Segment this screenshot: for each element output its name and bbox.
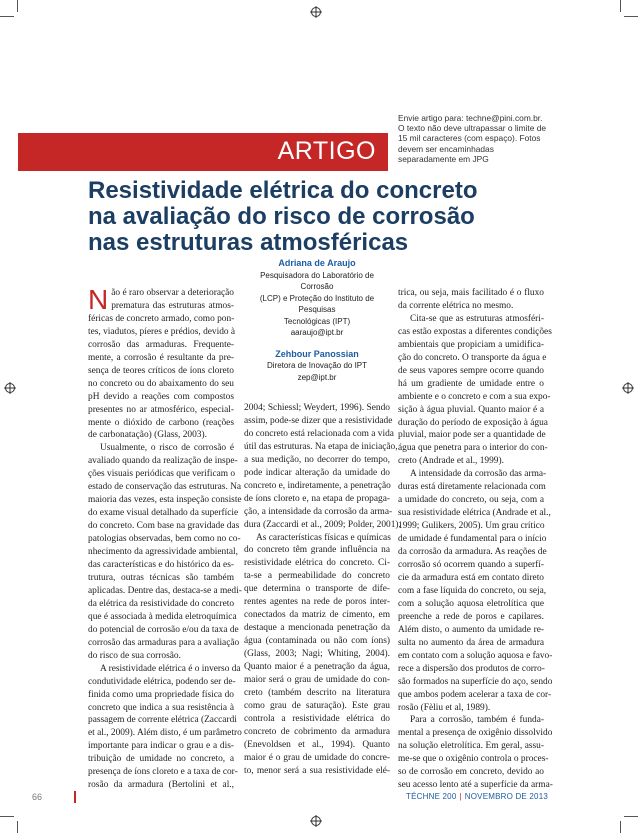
text-line: preenche a rede de poros e capilares. bbox=[398, 611, 544, 622]
text-line: da elétrica da resistividade do concreto bbox=[88, 598, 235, 609]
text-line: de íons cloreto e, na etapa de propaga- bbox=[244, 493, 390, 504]
text-line: trica, ou seja, mais facilitado é o fluxo bbox=[398, 288, 544, 298]
text-line: 1999; Gulikers, 2005). Um grau crítico bbox=[398, 521, 545, 532]
text-line: concreto de cobrimento da armadura bbox=[244, 726, 390, 737]
text-line: pode indicar alteração da umidade do bbox=[244, 467, 390, 478]
text-line: do concreto têm grande influência na bbox=[244, 545, 390, 556]
text-line: patologias observadas, bem como no co- bbox=[88, 534, 241, 545]
text-line: água que penetra para o interior do con- bbox=[398, 443, 548, 454]
text-line: do concreto. Com base na gravidade das bbox=[88, 521, 240, 532]
body-column-2 bbox=[244, 402, 401, 778]
issue-date: NOVEMBRO DE 2013 bbox=[464, 792, 548, 801]
text-line: do risco de sua corrosão. bbox=[88, 650, 181, 661]
text-line: de umidade é fundamental para o início bbox=[398, 534, 547, 545]
text-line: pluvial, maior pode ser a quantidade de bbox=[398, 430, 546, 441]
text-line: 2004; Schiessl; Weydert, 1996). Sendo bbox=[244, 403, 390, 413]
text-line: duras está diretamente relacionada com bbox=[398, 482, 546, 493]
text-line: cas estão expostas a diferentes condições bbox=[398, 326, 552, 337]
crop-mark bbox=[620, 0, 621, 12]
text-line: do concreto está relacionada com a vida bbox=[244, 428, 394, 439]
text-line: mente, a corrosão é resultante da pre- bbox=[88, 352, 234, 363]
author-affiliation: Pesquisadora do Laboratório de Corrosão bbox=[260, 270, 374, 291]
text-line: seu acesso lento até a superfície da arma- bbox=[398, 780, 553, 791]
author-box bbox=[244, 258, 390, 383]
crop-mark bbox=[17, 821, 18, 833]
crop-mark bbox=[624, 816, 638, 817]
text-line: condutividade elétrica, podendo ser de- bbox=[88, 676, 236, 687]
text-line: me-se que o oxigênio controla o proces- bbox=[398, 754, 549, 765]
author-affiliation: Diretora de Inovação do IPT bbox=[266, 361, 368, 370]
text-line: ções visuais periódicas que verificam o bbox=[88, 469, 236, 480]
text-line: tribuição de umidade no concreto, a bbox=[88, 754, 234, 765]
text-line: ta-se a permeabilidade do concreto bbox=[244, 571, 390, 582]
column-2-text bbox=[244, 402, 401, 778]
text-line: sulta no aumento da área de armadura bbox=[398, 637, 544, 648]
text-line: tes, viadutos, píeres e prédios, devido à bbox=[88, 326, 236, 337]
text-line: corrosão só ocorrem quando a superfí- bbox=[398, 560, 544, 571]
text-line: de carbonatação) (Glass, 2003). bbox=[88, 430, 207, 441]
text-line: útil das estruturas. Na etapa de iniciação, bbox=[244, 441, 398, 452]
text-line: maior será o grau de umidade do con- bbox=[244, 675, 390, 686]
author-email: aaraujo@ipt.br bbox=[290, 328, 344, 337]
text-line: A resistividade elétrica é o inverso da bbox=[100, 663, 241, 674]
crop-mark bbox=[624, 16, 638, 17]
text-line: na solução eletrolítica. Em geral, assu- bbox=[398, 741, 544, 752]
text-line: maior é o grau de umidade do concre- bbox=[244, 752, 390, 763]
section-banner bbox=[18, 133, 388, 171]
text-line: água (contaminada ou não com íons) bbox=[244, 636, 390, 647]
author-affiliation: Tecnológicas (IPT) bbox=[283, 316, 351, 326]
text-line: duração do período de exposição à água bbox=[398, 417, 548, 428]
crop-mark bbox=[17, 0, 18, 12]
registration-mark-top-icon bbox=[310, 6, 322, 18]
text-line: a sua medição, no decorrer do tempo, bbox=[244, 454, 390, 465]
text-line: et al., 2009). Além disto, é um parâmetro bbox=[88, 728, 242, 739]
text-line: sua resistividade elétrica (Andrade et al., bbox=[398, 508, 551, 519]
text-line: Para a corrosão, também é funda- bbox=[410, 715, 544, 726]
text-line: controla a resistividade elétrica do bbox=[244, 713, 390, 724]
crop-mark bbox=[0, 16, 14, 17]
dropcap: N bbox=[88, 284, 109, 315]
text-line: com a fase líquida do concreto, ou seja, bbox=[398, 585, 547, 596]
text-line: que é associada à medida eletroquímica bbox=[88, 611, 237, 622]
text-line: Quanto maior é a penetração da água, bbox=[244, 662, 390, 673]
text-line: maioria das vezes, esta inspeção consiste bbox=[88, 495, 242, 506]
text-line: corrosão das armaduras. Frequente- bbox=[88, 339, 234, 350]
text-line: aplicadas. Dentre das, destaca-se a medi- bbox=[88, 585, 242, 596]
text-line: em contato com a solução aquosa e favo- bbox=[398, 650, 553, 661]
text-line: Cita-se que as estruturas atmosféri- bbox=[410, 313, 544, 324]
column-1-text bbox=[88, 284, 242, 792]
text-line: rentes agentes na rede de poros inter- bbox=[244, 597, 390, 608]
body-column-3 bbox=[398, 287, 553, 792]
text-line: so de corrosão em concreto, devido ao bbox=[398, 767, 544, 778]
author-email: zep@ipt.br bbox=[297, 372, 337, 382]
text-line: destaque a mencionada penetração da bbox=[244, 623, 390, 634]
text-line: conectados da matriz de cimento, em bbox=[244, 610, 390, 621]
text-line: pH devido a reações com compostos bbox=[88, 391, 234, 402]
text-line: presença de íons cloreto e a taxa de cor- bbox=[88, 767, 238, 778]
submission-note: Envie artigo para: techne@pini.com.br. O texto não deve ultrapassar o limite de 15 mil caracteres (com espaço). Fotos devem ser encaminhadas separadamente em JPG bbox=[398, 113, 547, 164]
text-line: creto (também descrito na literatura bbox=[244, 687, 390, 698]
text-line: mental a presença de oxigênio dissolvido bbox=[398, 728, 553, 739]
text-line: assim, pode-se dizer que a resistividade bbox=[244, 415, 393, 426]
page-number: 66 bbox=[32, 792, 43, 802]
author-name: Zehbour Panossian bbox=[275, 348, 359, 359]
text-line: nhecimento da agressividade ambiental, bbox=[88, 547, 238, 558]
text-line: que ambos podem acelerar a taxa de cor- bbox=[398, 689, 552, 700]
crop-mark bbox=[620, 821, 621, 833]
text-line: ão é raro observar a deterioração bbox=[111, 288, 234, 298]
text-line: concreto que indica a sua resistência à bbox=[88, 702, 234, 713]
registration-mark-left-icon bbox=[4, 382, 16, 394]
text-line: prematura das estruturas atmos- bbox=[111, 300, 234, 311]
body-column-1 bbox=[88, 284, 242, 792]
text-line: passagem de corrente elétrica (Zaccardi bbox=[88, 715, 237, 726]
text-line: sença de teores críticos de íons cloreto bbox=[88, 365, 234, 376]
section-label: ARTIGO bbox=[277, 137, 376, 165]
magazine-name: TÉCHNE 200 bbox=[406, 792, 457, 801]
crop-mark bbox=[0, 816, 14, 817]
text-line: to, menor será a sua resistividade elé- bbox=[244, 765, 390, 776]
column-3-text bbox=[398, 287, 553, 792]
text-line: de seus vapores sempre ocorre quando bbox=[398, 365, 544, 376]
text-line: rosão (Fèliu et al, 1989). bbox=[398, 702, 491, 713]
text-line: mente o dióxido de carbono (reações bbox=[88, 417, 234, 428]
footer-accent-bar bbox=[74, 791, 76, 803]
text-line: há um gradiente de umidade entre o bbox=[398, 378, 544, 389]
title-line: nas estruturas atmosféricas bbox=[88, 229, 409, 256]
text-line: ção do concreto. O transporte da água e bbox=[398, 352, 547, 363]
text-line: As características físicas e químicas bbox=[256, 532, 391, 543]
title-line: Resistividade elétrica do concreto bbox=[88, 177, 478, 204]
title-line: na avaliação do risco de corrosão bbox=[88, 203, 475, 230]
text-line: da corrente elétrica no mesmo. bbox=[398, 300, 514, 311]
text-line: da corrosão da armadura. As reações de bbox=[398, 547, 547, 558]
text-line: cie da armadura está em contato direto bbox=[398, 572, 544, 583]
text-line: finida como uma propriedade física do bbox=[88, 689, 234, 700]
text-line: (Enevoldsen et al., 1994). Quanto bbox=[244, 739, 390, 750]
text-line: creto (Andrade et al., 1999). bbox=[398, 456, 504, 467]
author-affiliation: (LCP) e Proteção do Instituto de Pesquisas bbox=[259, 293, 375, 314]
text-line: são formados na superfície do aço, sendo bbox=[398, 676, 553, 687]
registration-mark-bottom-icon bbox=[310, 815, 322, 827]
text-line: trutura, outras técnicas são também bbox=[88, 572, 234, 583]
text-line: a umidade do concreto, ou seja, com a bbox=[398, 495, 544, 506]
text-line: do exame visual detalhado da superfície bbox=[88, 508, 239, 519]
text-line: Além disto, o aumento da umidade re- bbox=[398, 624, 544, 635]
text-line: ambiente e o concreto e com a sua expo- bbox=[398, 391, 551, 402]
text-line: sição à água pluvial. Quanto maior é a bbox=[398, 404, 544, 415]
article-title bbox=[88, 178, 538, 256]
text-line: do potencial de corrosão e/ou da taxa de bbox=[88, 624, 239, 635]
text-line: rece a dispersão dos produtos de corro- bbox=[398, 663, 545, 674]
text-line: ambientais que propiciam a umidifica- bbox=[398, 339, 544, 350]
text-line: como grau de saturação). Este grau bbox=[244, 700, 390, 711]
text-line: das características e do histórico da es- bbox=[88, 560, 234, 571]
text-line: corrosão das armaduras para a avaliação bbox=[88, 637, 240, 648]
text-line: no concreto ou do abaixamento do seu bbox=[88, 378, 234, 389]
text-line: estado de conservação das estruturas. Na bbox=[88, 482, 242, 493]
footer-separator: | bbox=[459, 792, 462, 801]
text-line: féricas de concreto armado, como pon- bbox=[88, 313, 235, 324]
text-line: Usualmente, o risco de corrosão é bbox=[100, 443, 234, 454]
text-line: concreto e, indiretamente, a penetração bbox=[244, 480, 391, 491]
text-line: ção, a intensidade da corrosão da arma- bbox=[244, 506, 393, 517]
text-line: A intensidade da corrosão das arma- bbox=[410, 469, 547, 480]
footer-magazine-info bbox=[406, 792, 548, 801]
registration-mark-right-icon bbox=[622, 382, 634, 394]
text-line: avaliado quando da realização de inspe- bbox=[88, 456, 238, 467]
text-line: dura (Zaccardi et al., 2009; Polder, 2001). bbox=[244, 519, 401, 530]
text-line: que determina o transporte de dife- bbox=[244, 584, 390, 595]
text-line: com a solução aquosa eletrolítica que bbox=[398, 598, 544, 609]
text-line: presentes no ar atmosférico, especial- bbox=[88, 404, 234, 415]
text-line: (Glass, 2003; Nagi; Whiting, 2004). bbox=[244, 649, 390, 660]
text-line: resistividade elétrica do concreto. Ci- bbox=[244, 558, 390, 569]
author-name: Adriana de Araujo bbox=[278, 258, 356, 268]
text-line: rosão da armadura (Bertolini et al., bbox=[88, 780, 234, 791]
text-line: importante para indicar o grau e a dis- bbox=[88, 741, 234, 752]
